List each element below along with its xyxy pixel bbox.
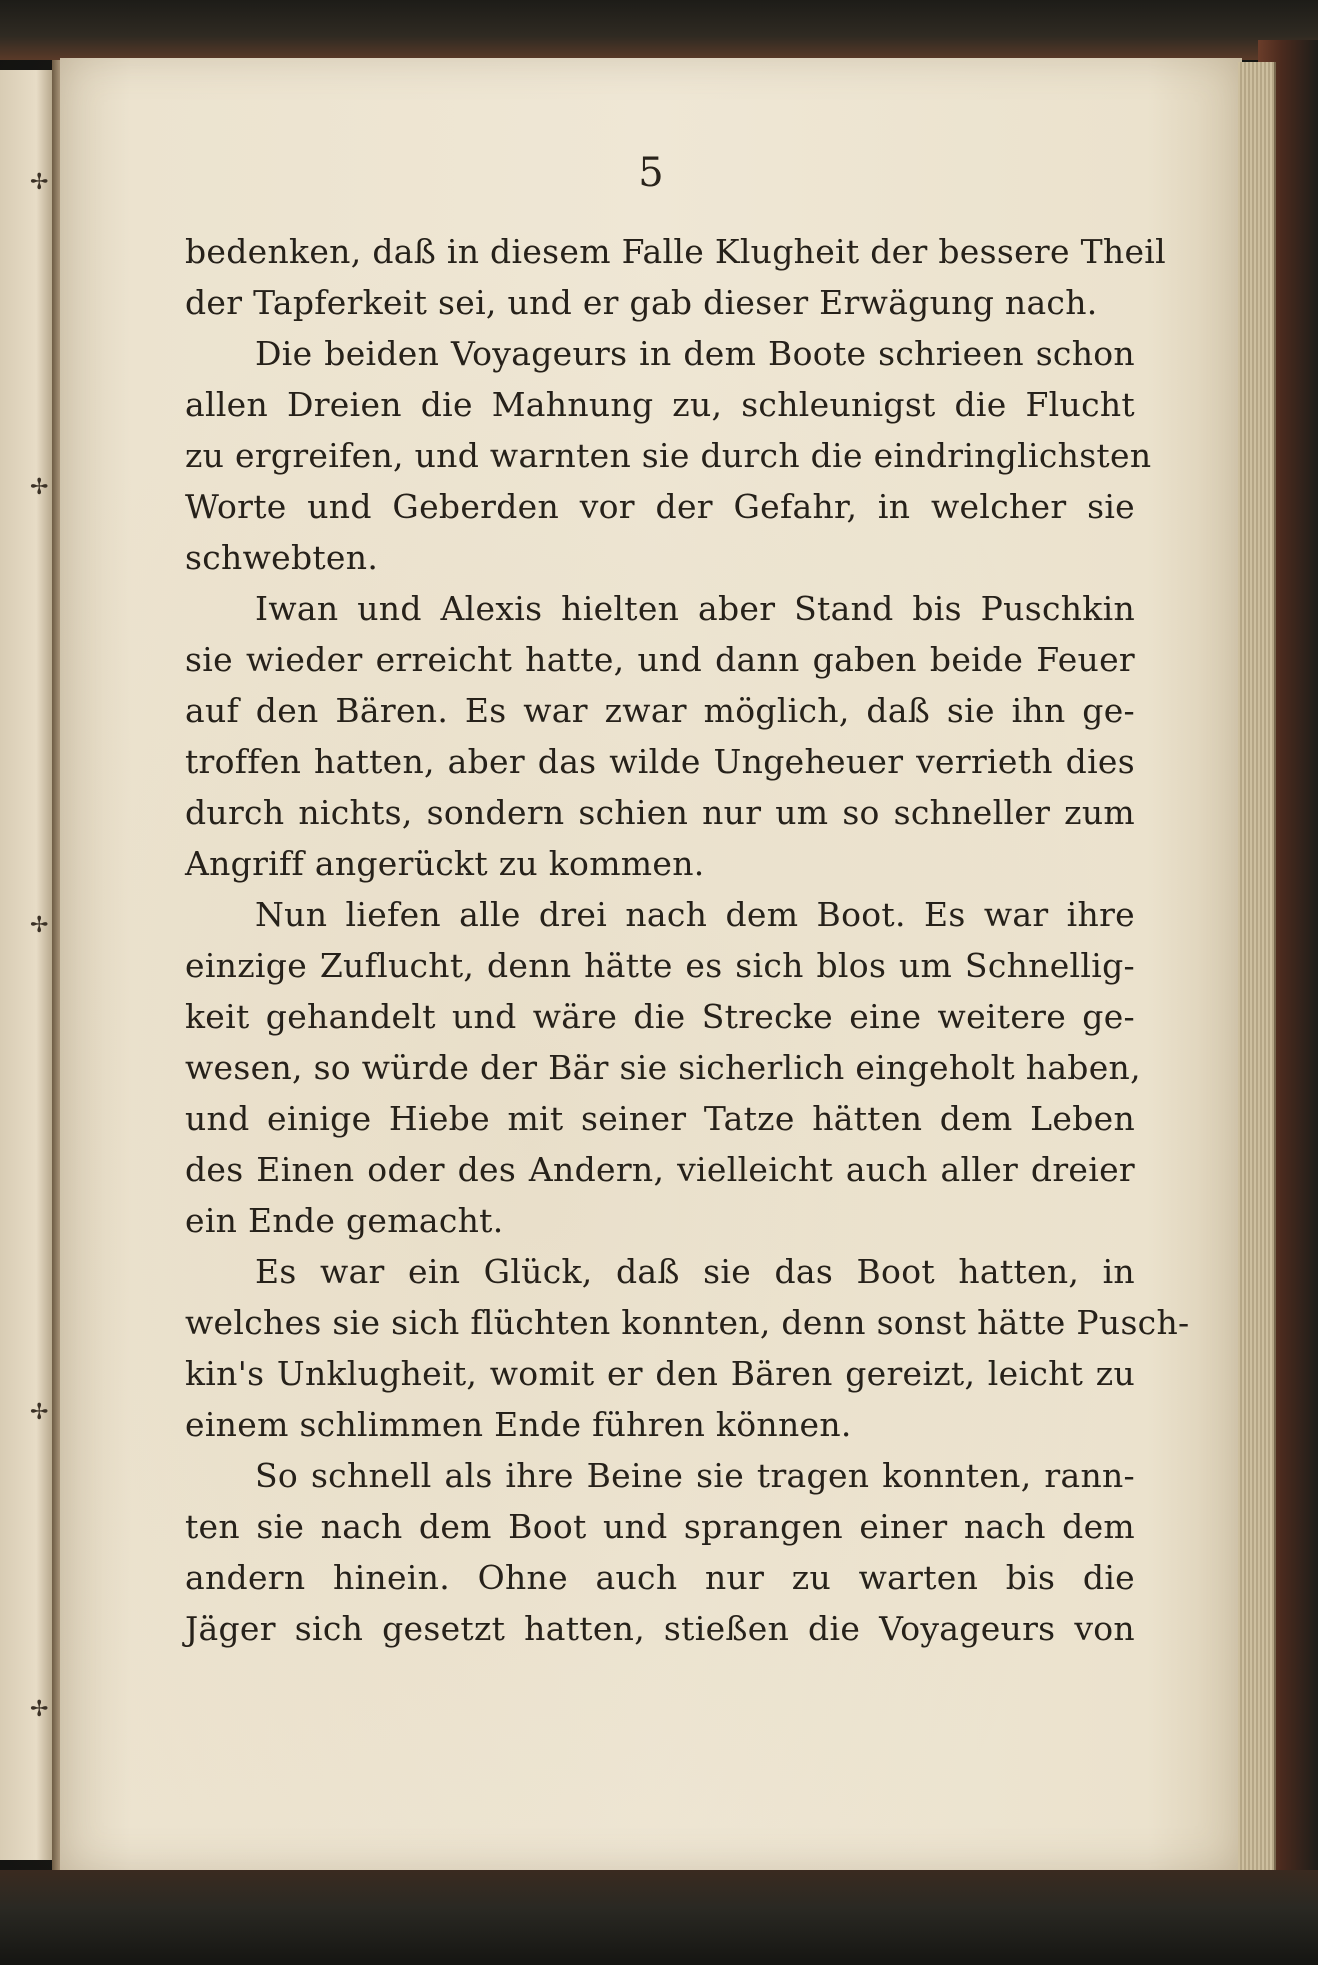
text-line: troffen hatten, aber das wilde Ungeheuer verrieth dies: [185, 742, 1135, 781]
page-number: 5: [638, 150, 664, 196]
text-line: einem schlimmen Ende führen können.: [185, 1405, 852, 1444]
text-line: zu ergreifen, und warnten sie durch die eindringlichsten: [185, 436, 1152, 475]
binding-thread-icon: ✢: [30, 913, 49, 938]
text-line: des Einen oder des Andern, vielleicht auch aller dreier: [185, 1150, 1135, 1189]
book-cover-bottom: [0, 1870, 1318, 1965]
text-line: bedenken, daß in diesem Falle Klugheit der bessere Theil: [185, 232, 1167, 271]
text-line: und einige Hiebe mit seiner Tatze hätten dem Leben: [185, 1099, 1135, 1138]
text-line: Iwan und Alexis hielten aber Stand bis Puschkin: [255, 589, 1135, 628]
text-line: andern hinein. Ohne auch nur zu warten bis die: [185, 1558, 1135, 1597]
text-line: schwebten.: [185, 538, 379, 577]
facing-page-edge: [0, 70, 54, 1860]
binding-thread-icon: ✢: [30, 475, 49, 500]
text-line: Die beiden Voyageurs in dem Boote schrieen schon: [255, 334, 1135, 373]
binding-thread-icon: ✢: [30, 1697, 49, 1722]
text-line: Es war ein Glück, daß sie das Boot hatten, in: [255, 1252, 1135, 1291]
text-line: sie wieder erreicht hatte, und dann gaben beide Feuer: [185, 640, 1135, 679]
text-line: keit gehandelt und wäre die Strecke eine weitere ge-: [185, 997, 1135, 1036]
text-line: Worte und Geberden vor der Gefahr, in welcher sie: [185, 487, 1135, 526]
page-text: [185, 226, 1190, 1654]
text-line: einzige Zuflucht, denn hätte es sich blos um Schnellig-: [185, 946, 1135, 985]
text-line: ein Ende gemacht.: [185, 1201, 504, 1240]
text-line: allen Dreien die Mahnung zu, schleunigst die Flucht: [185, 385, 1135, 424]
text-line: Jäger sich gesetzt hatten, stießen die Voyageurs von: [185, 1609, 1135, 1648]
text-line: kin's Unklugheit, womit er den Bären gereizt, leicht zu: [185, 1354, 1135, 1393]
text-line: Angriff angerückt zu kommen.: [185, 844, 705, 883]
book-cover-top: [0, 0, 1318, 60]
text-line: der Tapferkeit sei, und er gab dieser Erwägung nach.: [185, 283, 1098, 322]
text-line: welches sie sich flüchten konnten, denn sonst hätte Pusch-: [185, 1303, 1190, 1342]
text-line: wesen, so würde der Bär sie sicherlich eingeholt haben,: [185, 1048, 1141, 1087]
binding-thread-icon: ✢: [30, 170, 49, 195]
page-stack-edges: [1238, 62, 1276, 1870]
text-line: Nun liefen alle drei nach dem Boot. Es war ihre: [255, 895, 1135, 934]
text-line: durch nichts, sondern schien nur um so schneller zum: [185, 793, 1135, 832]
book-page: [60, 58, 1242, 1870]
text-line: auf den Bären. Es war zwar möglich, daß sie ihn ge-: [185, 691, 1135, 730]
text-line: ten sie nach dem Boot und sprangen einer nach dem: [185, 1507, 1135, 1546]
text-line: So schnell als ihre Beine sie tragen konnten, rann-: [255, 1456, 1135, 1495]
binding-thread-icon: ✢: [30, 1400, 49, 1425]
